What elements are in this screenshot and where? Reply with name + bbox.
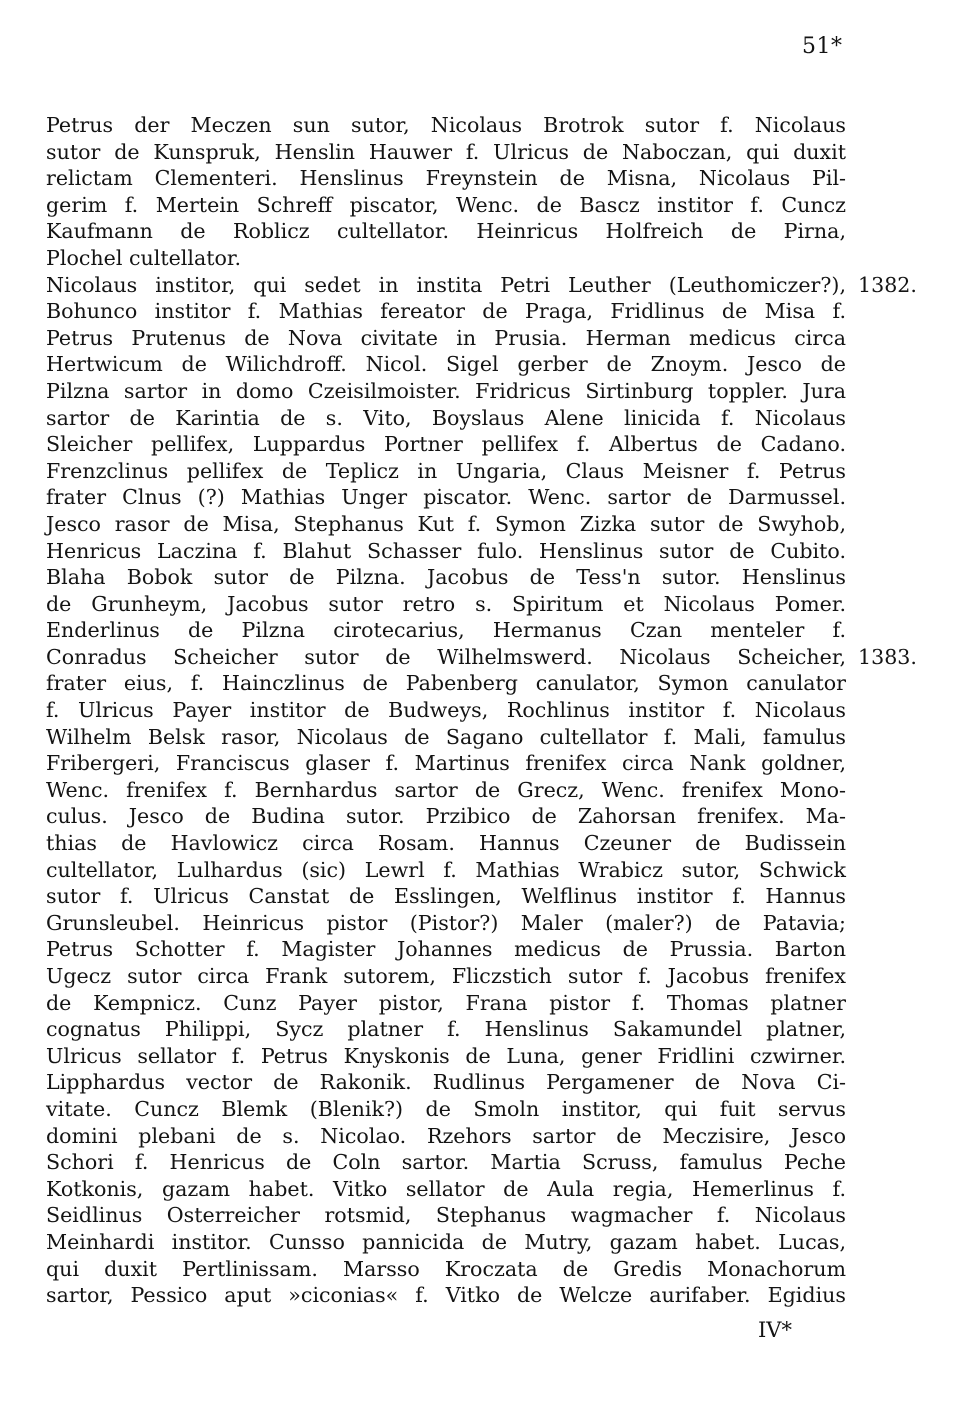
text-line: de Kempnicz. Cunz Payer pistor, Frana pistor f. Thomas platner — [46, 990, 846, 1015]
text-line: vitate. Cuncz Blemk (Blenik?) de Smoln institor, qui fuit servus — [46, 1096, 846, 1121]
text-line: Petrus der Meczen sun sutor, Nicolaus Brotrok sutor f. Nicolaus — [46, 113, 846, 137]
text-line: Conradus Scheicher sutor de Wilhelmswerd. Nicolaus Scheicher, — [46, 644, 846, 669]
text-line: Fribergeri, Franciscus glaser f. Martinus frenifex circa Nank goldner, — [46, 751, 846, 776]
body-text — [46, 112, 846, 1309]
text-line: Henricus Laczina f. Blahut Schasser fulo. Henslinus sutor de Cubito. — [46, 538, 846, 563]
text-line: Kaufmann de Roblicz cultellator. Heinricus Holfreich de Pirna, — [46, 219, 846, 244]
text-line: domini plebani de s. Nicolao. Rzehors sartor de Meczisire, Jesco — [46, 1123, 846, 1148]
text-line: sutor de Kunspruk, Henslin Hauwer f. Ulricus de Naboczan, qui duxit — [46, 139, 846, 164]
text-line: Meinhardi institor. Cunsso pannicida de Mutry, gazam habet. Lucas, — [46, 1229, 846, 1254]
text-line: sartor de Karintia de s. Vito, Boyslaus Alene linicida f. Nicolaus — [46, 405, 846, 430]
text-line: f. Ulricus Payer institor de Budweys, Rochlinus institor f. Nicolaus — [46, 698, 846, 723]
text-line: Frenzclinus pellifex de Teplicz in Ungaria, Claus Meisner f. Petrus — [46, 458, 846, 483]
text-line: gerim f. Mertein Schreff piscator, Wenc. de Bascz institor f. Cuncz — [46, 192, 846, 217]
text-line: qui duxit Pertlinissam. Marsso Kroczata de Gredis Monachorum — [46, 1256, 846, 1281]
text-line: culus. Jesco de Budina sutor. Przibico de Zahorsan frenifex. Ma- — [46, 804, 846, 829]
text-line: frater Clnus (?) Mathias Unger piscator. Wenc. sartor de Darmussel. — [46, 485, 846, 510]
text-line: Petrus Schotter f. Magister Johannes medicus de Prussia. Barton — [46, 937, 846, 962]
text-line: frater eius, f. Hainczlinus de Pabenberg canulator, Symon canulator — [46, 671, 846, 696]
text-line: Kotkonis, gazam habet. Vitko sellator de Aula regia, Hemerlinus f. — [46, 1176, 846, 1201]
text-line: Bohunco institor f. Mathias fereator de Praga, Fridlinus de Misa f. — [46, 299, 846, 324]
margin-year: 1382. — [858, 272, 917, 297]
text-line: de Grunheym, Jacobus sutor retro s. Spiritum et Nicolaus Pomer. — [46, 591, 846, 616]
text-line: Pilzna sartor in domo Czeisilmoister. Fridricus Sirtinburg toppler. Jura — [46, 378, 846, 403]
signature-mark: IV* — [758, 1318, 792, 1342]
text-line: Lipphardus vector de Rakonik. Rudlinus Pergamener de Nova Ci- — [46, 1070, 846, 1095]
page-number: 51* — [802, 34, 843, 59]
text-line: sutor f. Ulricus Canstat de Esslingen, Welflinus institor f. Hannus — [46, 884, 846, 909]
margin-year: 1383. — [858, 645, 917, 669]
text-line: sartor, Pessico aput »ciconias« f. Vitko de Welcze aurifaber. Egidius — [46, 1283, 846, 1308]
text-line: Ugecz sutor circa Frank sutorem, Fliczstich sutor f. Jacobus frenifex — [46, 964, 846, 988]
text-line: Wilhelm Belsk rasor, Nicolaus de Sagano cultellator f. Mali, famulus — [46, 724, 846, 749]
text-line: thias de Havlowicz circa Rosam. Hannus Czeuner de Budissein — [46, 831, 846, 856]
text-line: Wenc. frenifex f. Bernhardus sartor de Grecz, Wenc. frenifex Mono- — [46, 777, 846, 802]
text-line: Enderlinus de Pilzna cirotecarius, Hermanus Czan menteler f. — [46, 618, 846, 643]
text-line: Schori f. Henricus de Coln sartor. Martia Scruss, famulus Peche — [46, 1150, 846, 1175]
text-line: Plochel cultellator. — [46, 245, 242, 270]
text-line: Jesco rasor de Misa, Stephanus Kut f. Symon Zizka sutor de Swyhob, — [46, 511, 846, 536]
text-line: Blaha Bobok sutor de Pilzna. Jacobus de Tess'n sutor. Henslinus — [46, 565, 846, 590]
text-line: cultellator, Lulhardus (sic) Lewrl f. Mathias Wrabicz sutor, Schwick — [46, 857, 846, 882]
text-line: Ulricus sellator f. Petrus Knyskonis de Luna, gener Fridlini czwirner. — [46, 1043, 846, 1068]
text-line: Hertwicum de Wilichdroff. Nicol. Sigel gerber de Znoym. Jesco de — [46, 352, 846, 377]
text-line: relictam Clementeri. Henslinus Freynstein de Misna, Nicolaus Pil- — [46, 166, 846, 191]
text-line: Nicolaus institor, qui sedet in instita Petri Leuther (Leuthomiczer?), — [46, 272, 846, 297]
text-line: Seidlinus Osterreicher rotsmid, Stephanus wagmacher f. Nicolaus — [46, 1203, 846, 1228]
text-line: Grunsleubel. Heinricus pistor (Pistor?) Maler (maler?) de Patavia; — [46, 910, 846, 935]
text-line: cognatus Philippi, Sycz platner f. Henslinus Sakamundel platner, — [46, 1017, 846, 1042]
text-line: Petrus Prutenus de Nova civitate in Prusia. Herman medicus circa — [46, 325, 846, 350]
text-line: Sleicher pellifex, Luppardus Portner pellifex f. Albertus de Cadano. — [46, 432, 846, 457]
